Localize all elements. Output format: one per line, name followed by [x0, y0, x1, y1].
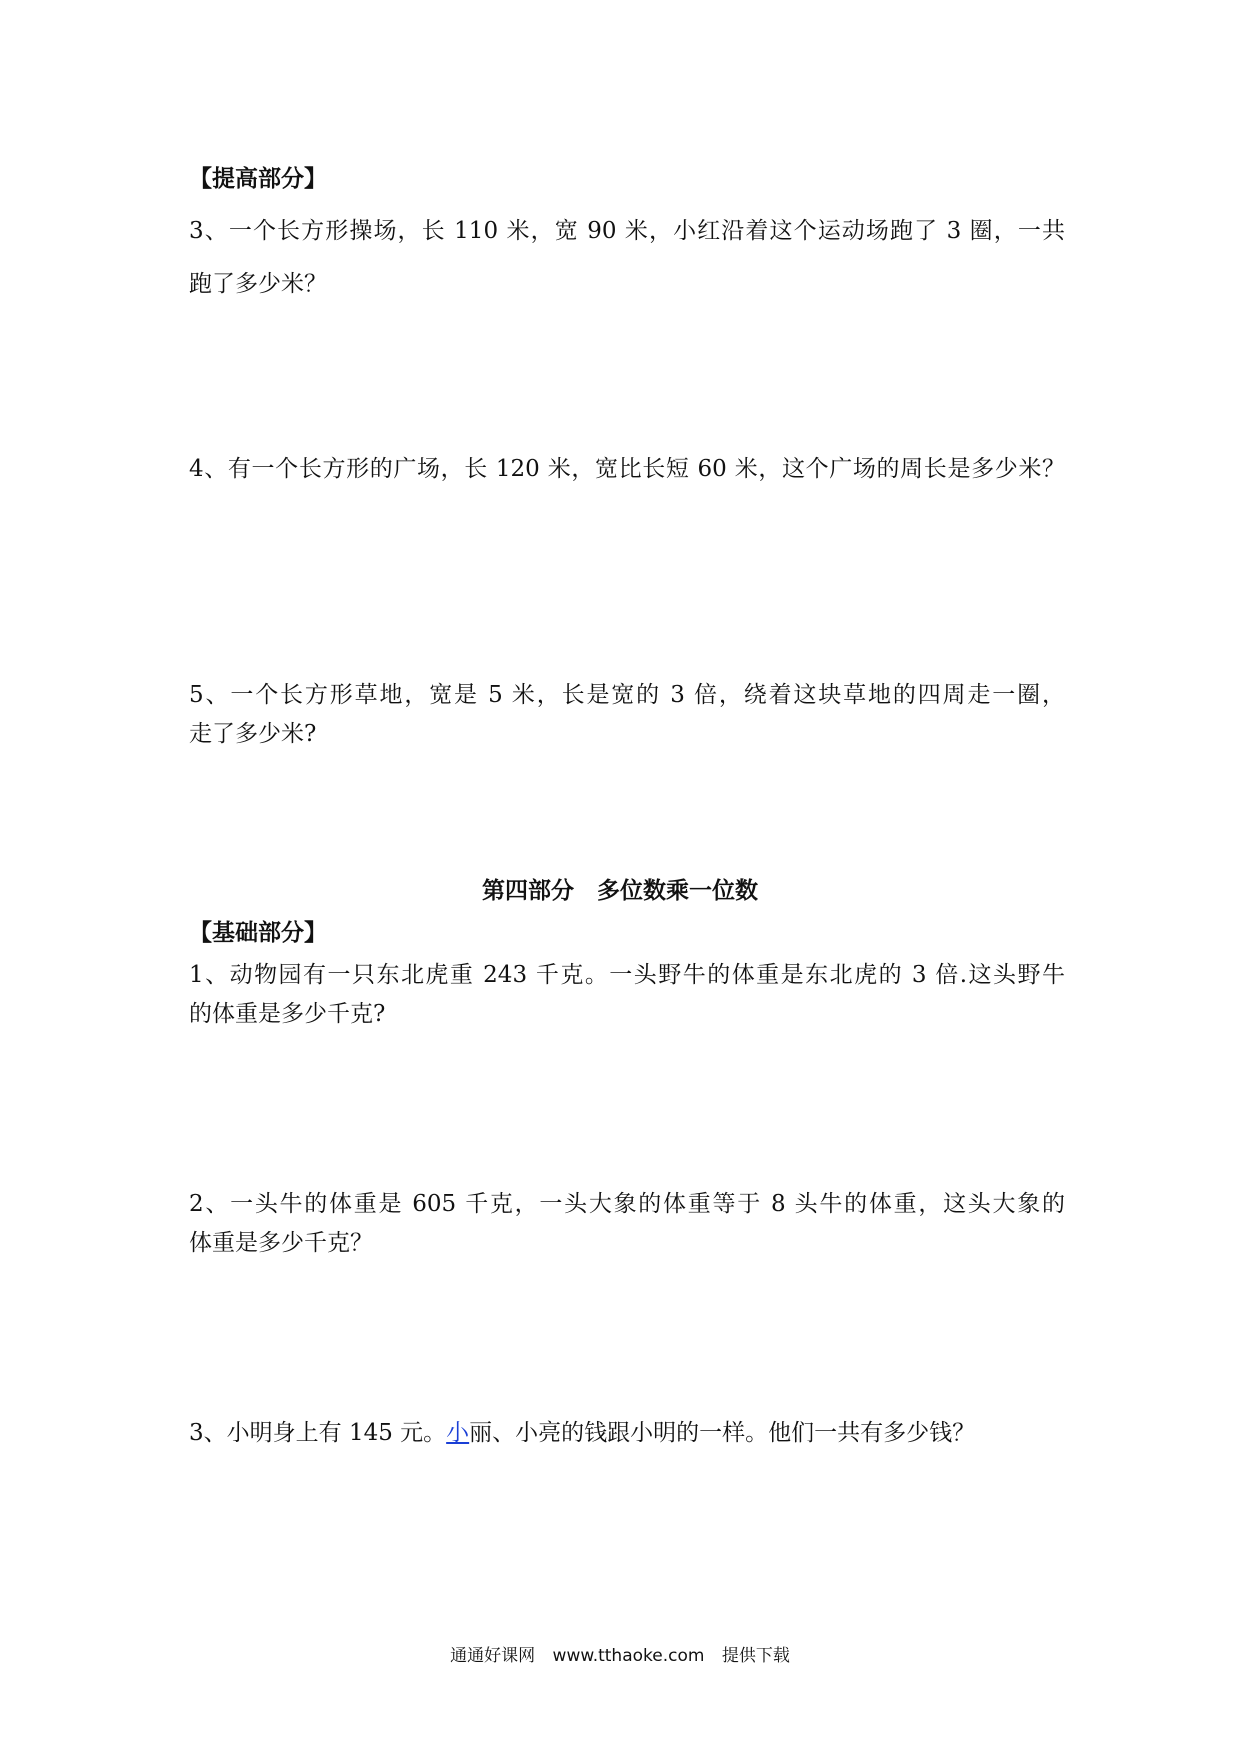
- part-title: 第四部分 多位数乘一位数: [482, 877, 758, 904]
- hyperlink-char[interactable]: 小: [446, 1420, 470, 1446]
- question-basic-2: [189, 1185, 1065, 1257]
- question-line: 走了多少米?: [189, 721, 317, 747]
- page-footer: [0, 1641, 1240, 1666]
- question-line: 1、动物园有一只东北虎重 243 千克。一头野牛的体重是东北虎的 3 倍.这头野牛: [189, 962, 1065, 988]
- question-improve-4: [189, 450, 1065, 483]
- footer-suffix: 提供下载: [721, 1646, 790, 1666]
- question-basic-3: [189, 1414, 1065, 1447]
- question-improve-5: [189, 676, 1065, 748]
- footer-url: www.tthaoke.com: [552, 1646, 705, 1666]
- question-line: 3、一个长方形操场，长 110 米，宽 90 米，小红沿着这个运动场跑了 3 圈，一共: [189, 218, 1065, 244]
- question-basic-1: [189, 956, 1065, 1028]
- section-header-improve: 【提高部分】: [189, 165, 327, 192]
- footer-site-name: 通通好课网: [450, 1646, 536, 1666]
- question-line: [189, 1414, 1065, 1447]
- question-line: 的体重是多少千克?: [189, 1001, 386, 1027]
- section-header-basic: 【基础部分】: [189, 919, 327, 946]
- question-line: 跑了多少米？: [189, 271, 327, 297]
- question-line: 体重是多少千克？: [189, 1230, 373, 1256]
- question-line: 5、一个长方形草地，宽是 5 米，长是宽的 3 倍，绕着这块草地的四周走一圈，: [189, 682, 1065, 708]
- question-line: 4、有一个长方形的广场，长 120 米，宽比长短 60 米，这个广场的周长是多少米？: [189, 456, 1065, 482]
- question-text-prefix: 3、小明身上有 145 元。: [189, 1420, 447, 1446]
- question-text-suffix: 丽、小亮的钱跟小明的一样。他们一共有多少钱？: [469, 1420, 976, 1446]
- question-line: 2、一头牛的体重是 605 千克，一头大象的体重等于 8 头牛的体重，这头大象的: [189, 1191, 1065, 1217]
- question-improve-3: [189, 212, 1065, 298]
